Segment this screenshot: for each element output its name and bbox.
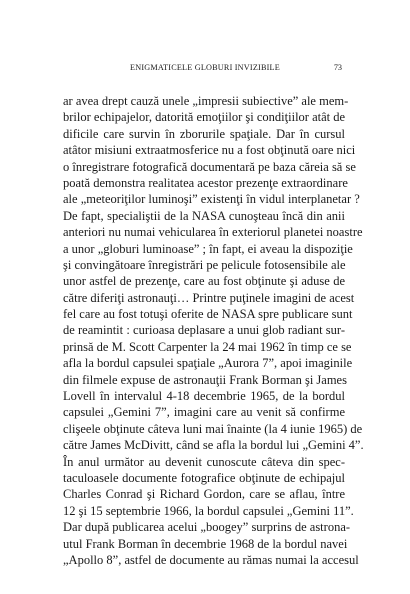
text-line: 12 şi 15 septembrie 1966, la bordul capsulei „Gemini 11”. [63,503,354,518]
text-line: Lovell în intervalul 4-18 decembrie 1965, de la bordul [63,389,345,404]
text-line: de reamintit : curioasa deplasare a unui glob radiant sur- [63,323,345,338]
text-line: Charles Conrad şi Richard Gordon, care se aflau, între [63,487,345,502]
body-text [63,93,364,568]
text-line: utul Frank Borman în decembrie 1968 de la bordul navei [63,536,348,551]
text-line: De fapt, specialiştii de la NASA cunoşteau încă din anii [63,208,345,223]
text-line: „Apollo 8”, astfel de documente au rămas numai la accesul [63,552,359,567]
text-line: către diferiţi astronauţi… Printre puţinele imagini de acest [63,290,355,305]
text-line: unor astfel de prezenţe, care au fost obţinute şi aduse de [63,274,345,289]
text-line: taculoasele documente fotografice obţinute de echipajul [63,470,345,485]
text-line: a unor „globuri luminoase” ; în fapt, ei aveau la dispoziţie [63,241,353,256]
text-line: atâtor misiuni extraatmosferice nu a fost obţinută oare nici [63,143,356,158]
text-line: dificile care survin în zborurile spaţiale. Dar în cursul [63,126,345,141]
text-line: către James McDivitt, când se afla la bordul lui „Gemini 4”. [63,438,364,453]
text-line: capsulei „Gemini 7”, imagini care au venit să confirme [63,405,345,420]
running-header [68,62,342,74]
text-line: poată demonstra realitatea acestor prezenţe extraordinare [63,175,348,190]
text-line: Dar după publicarea acelui „boogey” surprins de astrona- [63,520,351,535]
running-title: ENIGMATICELE GLOBURI INVIZIBILE [130,63,280,72]
text-line: anteriori nu numai vehicularea în exteriorul planetei noastre [63,225,363,240]
text-line: ale „meteoriţilor luminoşi” existenţi în vidul interplanetar ? [63,192,360,207]
text-line: prinsă de M. Scott Carpenter la 24 mai 1962 în timp ce se [63,339,352,354]
text-line: fel care au fost totuşi oferite de NASA spre publicare sunt [63,307,353,322]
text-line: În anul următor au devenit cunoscute câteva din spec- [63,454,345,469]
page-number: 73 [333,63,342,72]
text-line: brilor echipajelor, datorită emoţiilor şi condiţiilor atât de [63,110,346,125]
text-line: o înregistrare fotografică documentară pe baza căreia să se [63,159,356,174]
text-line: clişeele obţinute câteva luni mai înainte (la 4 iunie 1965) de [63,421,363,436]
text-line: ar avea drept cauză unele „impresii subiective” ale mem- [63,94,349,108]
text-line: din filmele expuse de astronauţii Frank Borman şi James [63,372,347,387]
text-line: şi convingătoare înregistrări pe pelicule fotosensibile ale [63,257,346,272]
text-line: afla la bordul capsulei spaţiale „Aurora 7”, apoi imaginile [63,356,353,371]
